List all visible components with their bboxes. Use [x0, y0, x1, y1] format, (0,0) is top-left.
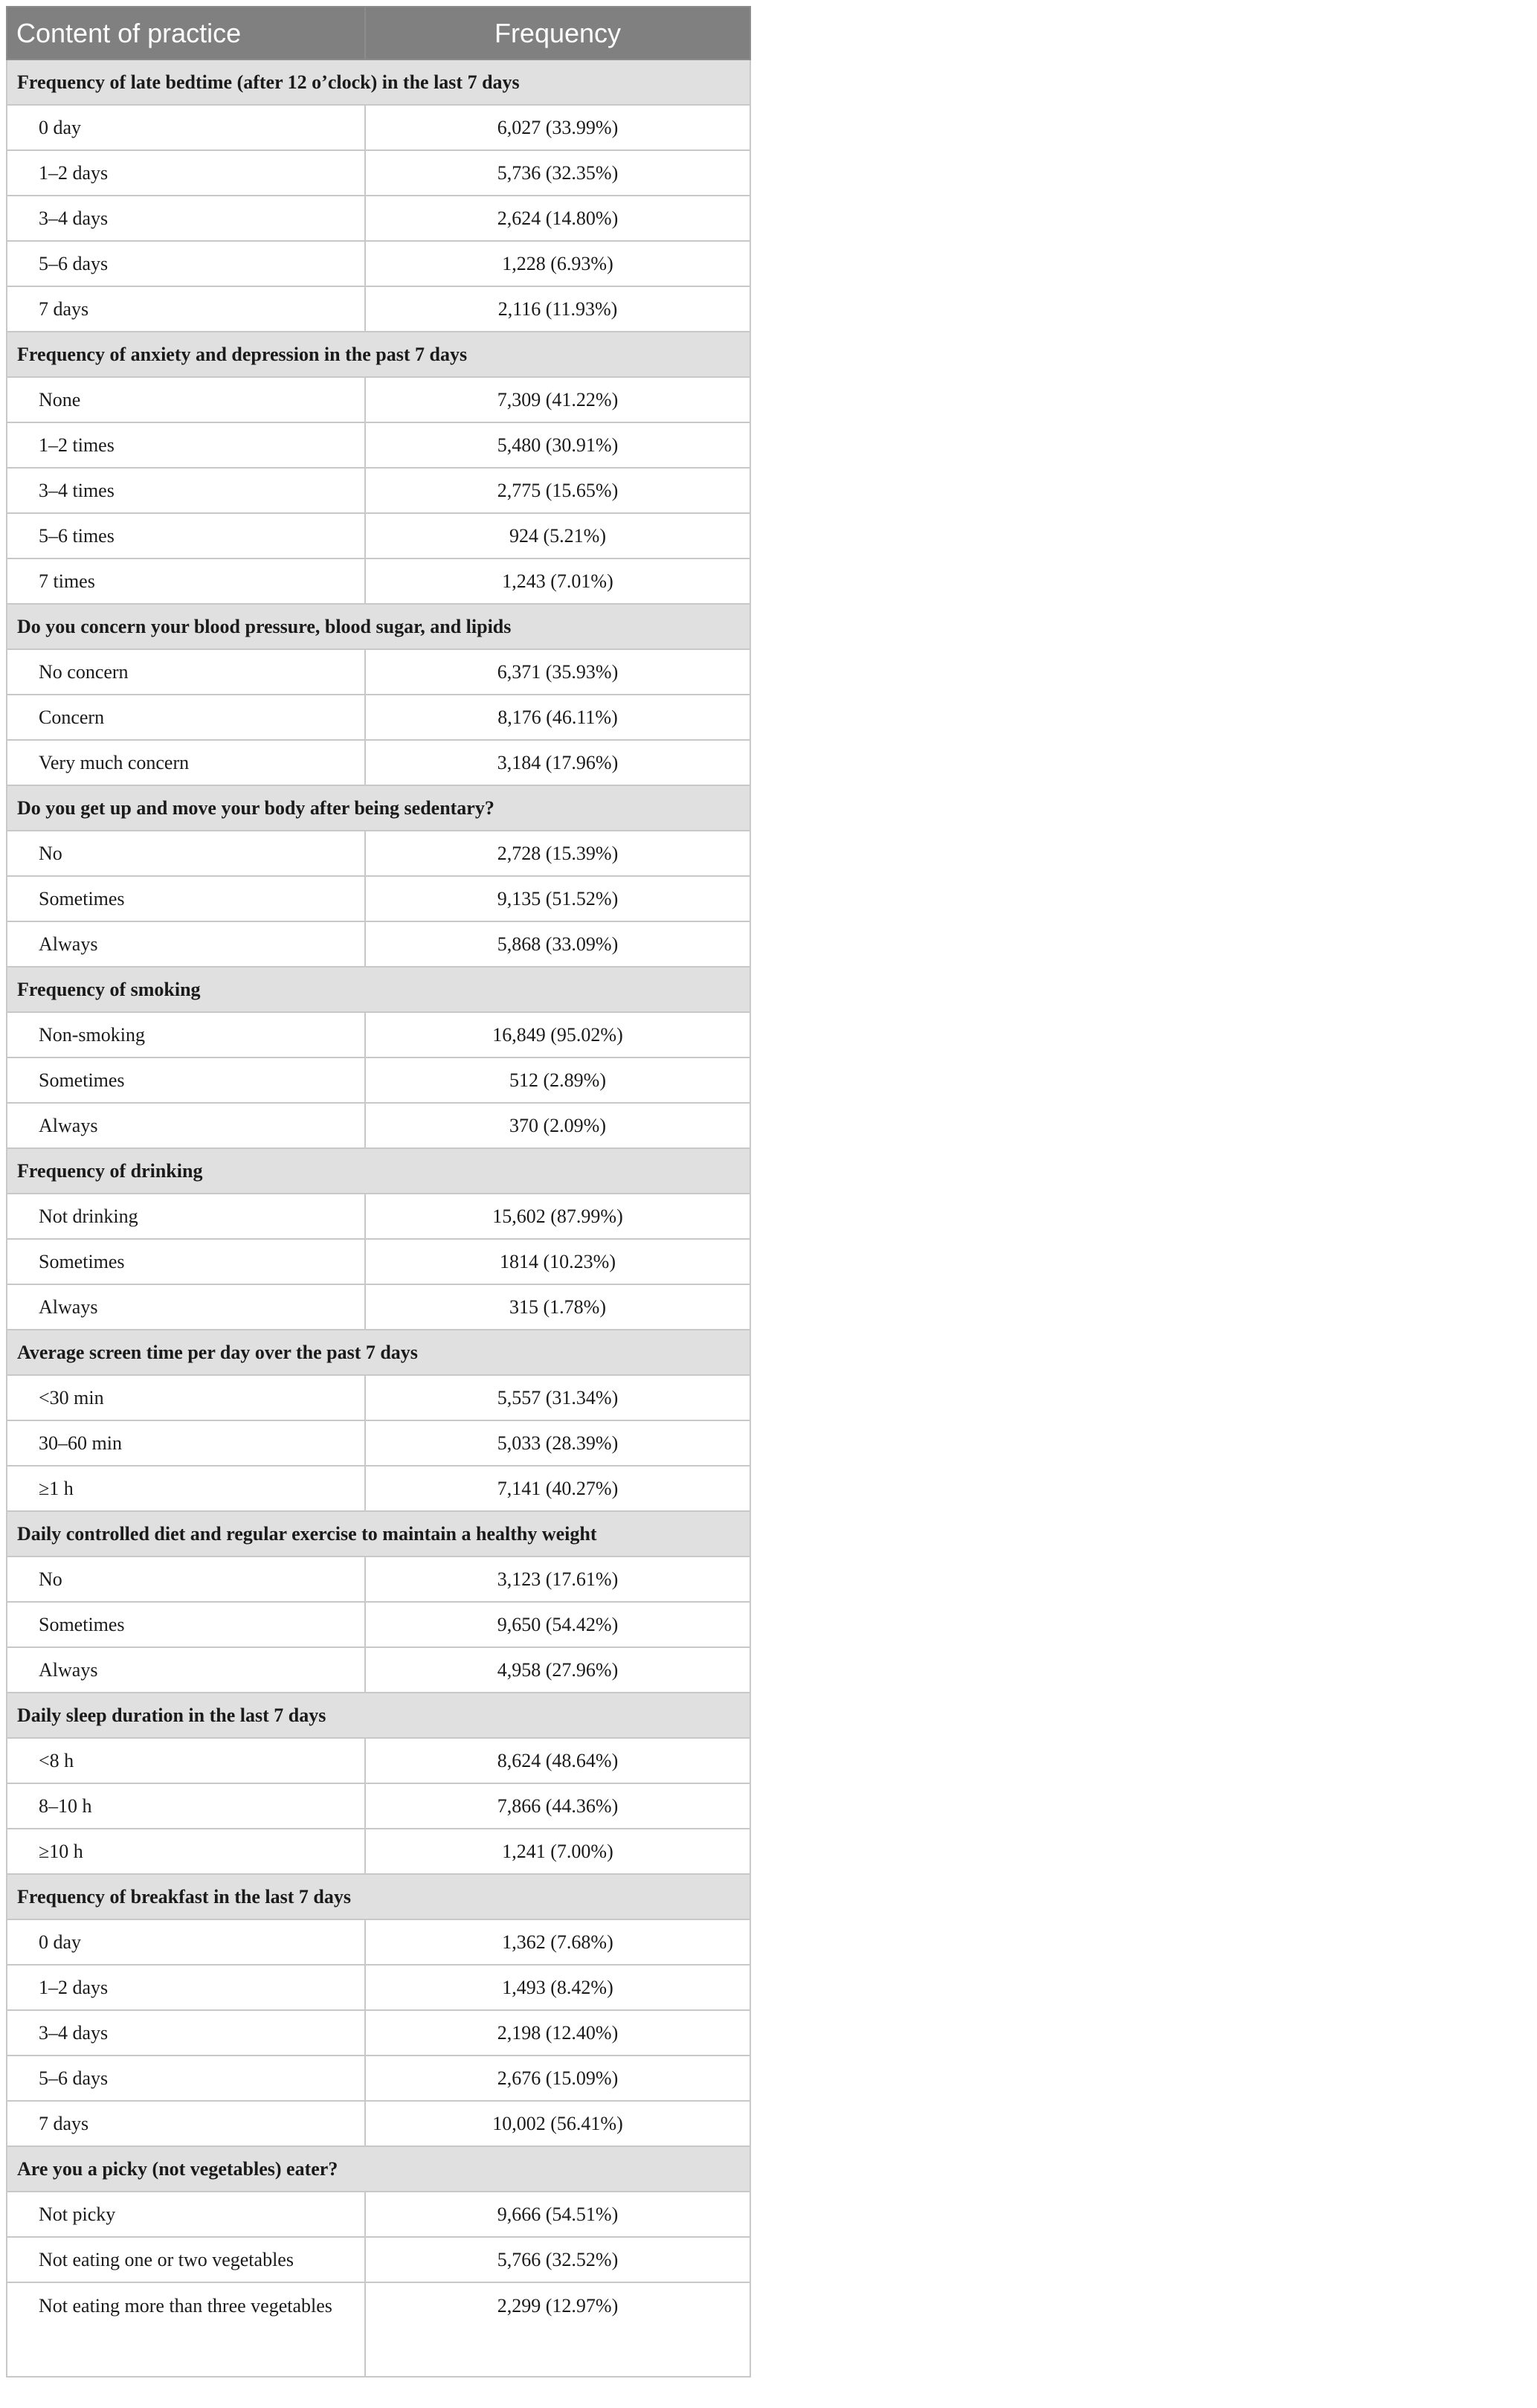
row-frequency: 9,135 (51.52%): [365, 876, 750, 921]
section-header-row: [7, 967, 750, 1012]
table-row: [7, 241, 750, 286]
row-label: 5–6 times: [7, 513, 365, 558]
row-frequency: 2,198 (12.40%): [365, 2010, 750, 2056]
row-frequency: 2,775 (15.65%): [365, 468, 750, 513]
row-label: 1–2 days: [7, 150, 365, 196]
table-row: [7, 831, 750, 876]
section-title: Do you get up and move your body after being sedentary?: [7, 785, 750, 831]
row-label: 3–4 days: [7, 2010, 365, 2056]
row-frequency: 3,123 (17.61%): [365, 1556, 750, 1602]
table-row: [7, 2010, 750, 2056]
table-row: [7, 1602, 750, 1647]
row-label: 3–4 times: [7, 468, 365, 513]
row-label: No: [7, 1556, 365, 1602]
row-label: <30 min: [7, 1375, 365, 1420]
row-frequency: 2,676 (15.09%): [365, 2056, 750, 2101]
row-frequency: 8,624 (48.64%): [365, 1738, 750, 1783]
row-label: <8 h: [7, 1738, 365, 1783]
table-row: [7, 150, 750, 196]
row-label: No: [7, 831, 365, 876]
table-row: [7, 2282, 750, 2377]
row-frequency: 8,176 (46.11%): [365, 695, 750, 740]
row-label: Sometimes: [7, 1057, 365, 1103]
row-label: Sometimes: [7, 1239, 365, 1284]
row-frequency: 6,027 (33.99%): [365, 105, 750, 150]
table-row: [7, 649, 750, 695]
row-frequency: 15,602 (87.99%): [365, 1194, 750, 1239]
row-label: Not picky: [7, 2192, 365, 2237]
section-title: Average screen time per day over the past 7 days: [7, 1330, 750, 1375]
table-row: [7, 286, 750, 332]
table-row: [7, 1965, 750, 2010]
row-label: Always: [7, 1284, 365, 1330]
section-title: Frequency of breakfast in the last 7 days: [7, 1874, 750, 1919]
row-label: Always: [7, 1103, 365, 1148]
section-title: Frequency of late bedtime (after 12 o’clock) in the last 7 days: [7, 59, 750, 105]
row-frequency: 2,624 (14.80%): [365, 196, 750, 241]
section-title: Frequency of anxiety and depression in the past 7 days: [7, 332, 750, 377]
row-frequency: 16,849 (95.02%): [365, 1012, 750, 1057]
table-row: [7, 1466, 750, 1511]
table-row: [7, 2192, 750, 2237]
header-row: [7, 7, 750, 59]
table-row: [7, 377, 750, 422]
table-row: [7, 876, 750, 921]
row-frequency: 2,728 (15.39%): [365, 831, 750, 876]
table-row: [7, 2101, 750, 2146]
section-title: Frequency of drinking: [7, 1148, 750, 1194]
row-frequency: 5,736 (32.35%): [365, 150, 750, 196]
row-frequency: 7,866 (44.36%): [365, 1783, 750, 1829]
row-label: ≥1 h: [7, 1466, 365, 1511]
row-frequency: 370 (2.09%): [365, 1103, 750, 1148]
section-title: Frequency of smoking: [7, 967, 750, 1012]
row-frequency: 1814 (10.23%): [365, 1239, 750, 1284]
row-frequency: 512 (2.89%): [365, 1057, 750, 1103]
section-header-row: [7, 1874, 750, 1919]
row-label: Very much concern: [7, 740, 365, 785]
table-row: [7, 1647, 750, 1693]
table-row: [7, 1194, 750, 1239]
row-label: Sometimes: [7, 1602, 365, 1647]
row-label: No concern: [7, 649, 365, 695]
table-row: [7, 740, 750, 785]
row-frequency: 5,557 (31.34%): [365, 1375, 750, 1420]
row-label: 8–10 h: [7, 1783, 365, 1829]
table-body: [7, 59, 750, 2377]
row-frequency: 4,958 (27.96%): [365, 1647, 750, 1693]
table-row: [7, 1239, 750, 1284]
row-frequency: 5,480 (30.91%): [365, 422, 750, 468]
section-title: Daily controlled diet and regular exercise to maintain a healthy weight: [7, 1511, 750, 1556]
row-frequency: 315 (1.78%): [365, 1284, 750, 1330]
row-frequency: 6,371 (35.93%): [365, 649, 750, 695]
header-frequency: Frequency: [365, 7, 750, 59]
section-header-row: [7, 604, 750, 649]
row-label: 0 day: [7, 1919, 365, 1965]
table-row: [7, 1829, 750, 1874]
table-row: [7, 468, 750, 513]
table-row: [7, 695, 750, 740]
table-row: [7, 513, 750, 558]
row-label: 7 days: [7, 286, 365, 332]
table-row: [7, 2237, 750, 2282]
table-row: [7, 2056, 750, 2101]
row-frequency: 2,116 (11.93%): [365, 286, 750, 332]
row-frequency: 7,141 (40.27%): [365, 1466, 750, 1511]
row-label: ≥10 h: [7, 1829, 365, 1874]
row-label: Not drinking: [7, 1194, 365, 1239]
table-row: [7, 1375, 750, 1420]
row-frequency: 5,766 (32.52%): [365, 2237, 750, 2282]
section-header-row: [7, 785, 750, 831]
row-label: 0 day: [7, 105, 365, 150]
row-frequency: 2,299 (12.97%): [365, 2282, 750, 2377]
row-frequency: 1,241 (7.00%): [365, 1829, 750, 1874]
table-row: [7, 422, 750, 468]
table-row: [7, 1420, 750, 1466]
table-row: [7, 196, 750, 241]
section-header-row: [7, 1511, 750, 1556]
section-header-row: [7, 1330, 750, 1375]
row-frequency: 924 (5.21%): [365, 513, 750, 558]
row-label: 7 times: [7, 558, 365, 604]
table-row: [7, 1103, 750, 1148]
table-row: [7, 1738, 750, 1783]
practice-frequency-table: [6, 6, 751, 2378]
section-header-row: [7, 1693, 750, 1738]
row-label: Sometimes: [7, 876, 365, 921]
row-label: Always: [7, 921, 365, 967]
row-label: 1–2 days: [7, 1965, 365, 2010]
row-label: Always: [7, 1647, 365, 1693]
row-label: Not eating more than three vegetables: [7, 2282, 365, 2377]
table-row: [7, 558, 750, 604]
row-label: Concern: [7, 695, 365, 740]
row-label: Non-smoking: [7, 1012, 365, 1057]
row-frequency: 1,228 (6.93%): [365, 241, 750, 286]
table-row: [7, 1556, 750, 1602]
section-header-row: [7, 59, 750, 105]
section-title: Do you concern your blood pressure, blood sugar, and lipids: [7, 604, 750, 649]
row-label: Not eating one or two vegetables: [7, 2237, 365, 2282]
row-frequency: 1,243 (7.01%): [365, 558, 750, 604]
row-label: 5–6 days: [7, 241, 365, 286]
row-frequency: 9,650 (54.42%): [365, 1602, 750, 1647]
section-header-row: [7, 1148, 750, 1194]
section-header-row: [7, 332, 750, 377]
header-content-of-practice: Content of practice: [7, 7, 365, 59]
row-frequency: 9,666 (54.51%): [365, 2192, 750, 2237]
row-frequency: 5,033 (28.39%): [365, 1420, 750, 1466]
table-row: [7, 921, 750, 967]
row-label: 5–6 days: [7, 2056, 365, 2101]
row-frequency: 10,002 (56.41%): [365, 2101, 750, 2146]
row-label: 7 days: [7, 2101, 365, 2146]
row-label: None: [7, 377, 365, 422]
table-row: [7, 1919, 750, 1965]
table-row: [7, 1284, 750, 1330]
section-header-row: [7, 2146, 750, 2192]
table-row: [7, 1012, 750, 1057]
table-row: [7, 1783, 750, 1829]
row-frequency: 1,493 (8.42%): [365, 1965, 750, 2010]
section-title: Daily sleep duration in the last 7 days: [7, 1693, 750, 1738]
row-frequency: 1,362 (7.68%): [365, 1919, 750, 1965]
row-label: 1–2 times: [7, 422, 365, 468]
row-label: 3–4 days: [7, 196, 365, 241]
table-row: [7, 105, 750, 150]
row-frequency: 7,309 (41.22%): [365, 377, 750, 422]
row-label: 30–60 min: [7, 1420, 365, 1466]
table-row: [7, 1057, 750, 1103]
row-frequency: 5,868 (33.09%): [365, 921, 750, 967]
row-frequency: 3,184 (17.96%): [365, 740, 750, 785]
section-title: Are you a picky (not vegetables) eater?: [7, 2146, 750, 2192]
